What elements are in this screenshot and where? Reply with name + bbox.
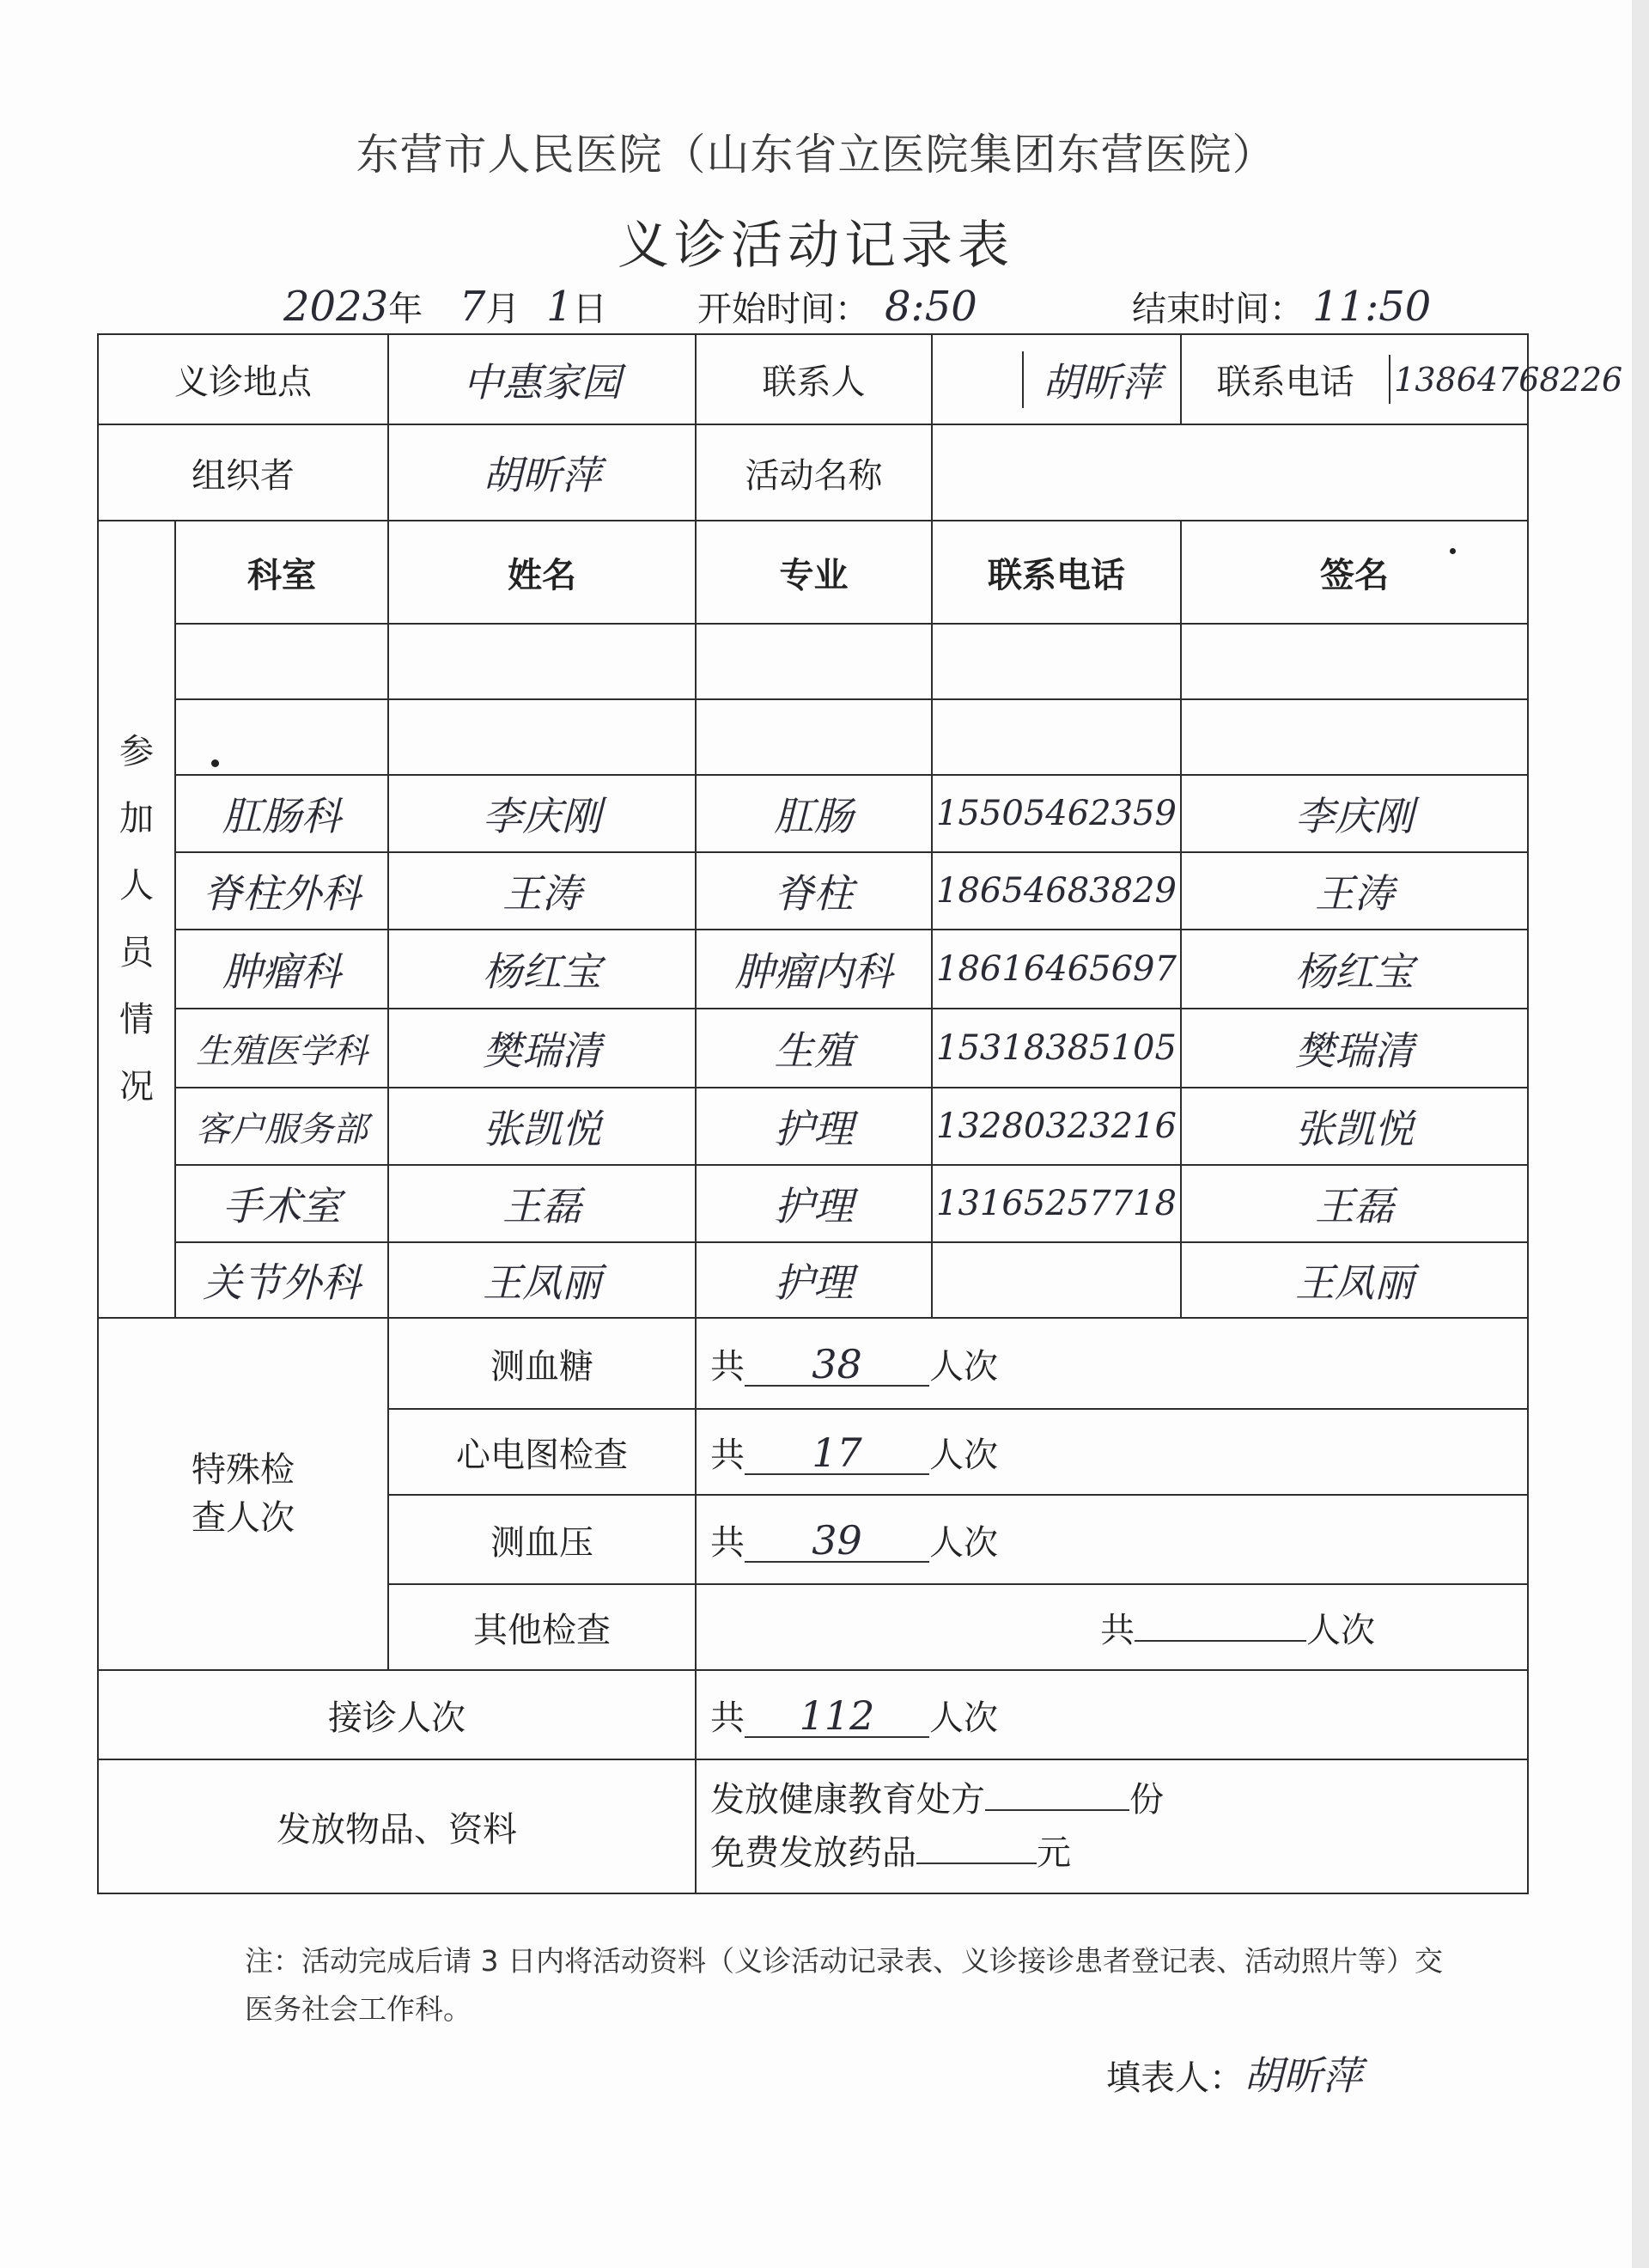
participant-specialty: 护理 (696, 1088, 932, 1165)
date-line: 2023年 7月 1日 (283, 283, 607, 331)
participants-side-label: 参加人员情况 (98, 521, 175, 1318)
start-time (697, 282, 977, 331)
participant-specialty: 护理 (696, 1242, 932, 1318)
check-name: 其他检查 (388, 1584, 696, 1670)
participant-phone: 13280323216 (932, 1088, 1181, 1165)
participant-phone: 13165257718 (932, 1165, 1181, 1242)
location-row (98, 334, 1528, 424)
location-label: 义诊地点 (98, 334, 388, 424)
participant-signature: 杨红宝 (1181, 930, 1528, 1009)
participant-name: 王磊 (388, 1165, 696, 1242)
participant-phone: 18654683829 (932, 852, 1181, 930)
special-checks-label: 特殊检 查人次 (98, 1318, 388, 1670)
participant-department: 客户服务部 (175, 1088, 388, 1165)
organizer-value: 胡昕萍 (388, 424, 696, 521)
participant-specialty: 生殖 (696, 1009, 932, 1088)
filled-by-label: 填表人： (1106, 2058, 1244, 2098)
participant-specialty: 肿瘤内科 (696, 930, 932, 1009)
participant-phone: 18616465697 (932, 930, 1181, 1009)
participant-row (98, 624, 1528, 699)
organizer-label: 组织者 (98, 424, 388, 521)
participant-row (98, 1165, 1528, 1242)
participant-name: 杨红宝 (388, 930, 696, 1009)
participant-department: 关节外科 (175, 1242, 388, 1318)
participant-signature: 樊瑞清 (1181, 1009, 1528, 1088)
participant-department: 脊柱外科 (175, 852, 388, 930)
footnote: 注：活动完成后请 3 日内将活动资料（义诊活动记录表、义诊接诊患者登记表、活动照片等）交医务社会工作科。 (245, 1944, 1443, 2026)
col-name: 姓名 (388, 521, 696, 624)
end-time-value: 11:50 (1312, 283, 1432, 331)
participant-row (98, 1009, 1528, 1088)
participant-department: 手术室 (175, 1165, 388, 1242)
visits-count: 共 112 人次 (696, 1670, 1528, 1759)
check-count: 共 人次 (696, 1584, 1528, 1670)
participant-signature: 王凤丽 (1181, 1242, 1528, 1318)
location-value: 中惠家园 (388, 334, 696, 424)
hospital-name: 东营市人民医院（山东省立医院集团东营医院） (356, 130, 1276, 180)
filled-by-value: 胡昕萍 (1244, 2052, 1362, 2099)
check-row-blood-sugar (98, 1318, 1528, 1409)
participant-specialty: 肛肠 (696, 775, 932, 852)
participant-department: 生殖医学科 (175, 1009, 388, 1088)
participants-header-row (98, 521, 1528, 624)
start-time-value: 8:50 (885, 283, 977, 331)
participant-department: 肛肠科 (175, 775, 388, 852)
participant-signature: 王磊 (1181, 1165, 1528, 1242)
col-department: 科室 (175, 521, 388, 624)
check-name: 测血压 (388, 1495, 696, 1584)
participant-name: 王凤丽 (388, 1242, 696, 1318)
check-name: 测血糖 (388, 1318, 696, 1409)
contact-person-label: 联系人 (696, 334, 932, 424)
contact-phone-value: 13864768226 (1394, 360, 1623, 399)
participant-signature: 张凯悦 (1181, 1088, 1528, 1165)
participant-signature: 王涛 (1181, 852, 1528, 930)
filled-by (1106, 2045, 1362, 2101)
participant-row (98, 775, 1528, 852)
record-table (97, 333, 1623, 1894)
participant-name: 李庆刚 (388, 775, 696, 852)
activity-name-value (932, 424, 1528, 521)
ink-mark (1450, 548, 1456, 554)
col-specialty: 专业 (696, 521, 932, 624)
participant-row (98, 1088, 1528, 1165)
organizer-row (98, 424, 1528, 521)
date-day: 1 (546, 283, 573, 331)
visits-row (98, 1670, 1528, 1759)
date-year: 2023 (283, 283, 389, 331)
visits-label: 接诊人次 (98, 1670, 696, 1759)
participant-signature: 李庆刚 (1181, 775, 1528, 852)
participant-phone (932, 1242, 1181, 1318)
date-month: 7 (459, 283, 486, 331)
participant-row (98, 852, 1528, 930)
start-time-label: 开始时间： (697, 290, 869, 329)
end-time (1132, 282, 1431, 331)
check-count: 共 39 人次 (696, 1495, 1528, 1584)
participant-row (98, 1242, 1528, 1318)
col-signature: 签名 (1181, 521, 1528, 624)
participant-name: 王涛 (388, 852, 696, 930)
contact-person-value: 胡昕萍 (932, 334, 1181, 424)
participant-name: 樊瑞清 (388, 1009, 696, 1088)
participant-row (98, 699, 1528, 775)
ink-mark (211, 759, 219, 767)
contact-phone-cell (1181, 334, 1623, 424)
contact-phone-label: 联系电话 (1216, 363, 1354, 402)
materials-details: 发放健康教育处方 份 免费发放药品 元 (696, 1759, 1528, 1893)
participant-name: 张凯悦 (388, 1088, 696, 1165)
materials-label: 发放物品、资料 (98, 1759, 696, 1893)
participant-specialty: 护理 (696, 1165, 932, 1242)
materials-row (98, 1759, 1528, 1893)
col-phone: 联系电话 (932, 521, 1181, 624)
participant-specialty: 脊柱 (696, 852, 932, 930)
activity-name-label: 活动名称 (696, 424, 932, 521)
check-count: 共 38 人次 (696, 1318, 1528, 1409)
check-count: 共 17 人次 (696, 1409, 1528, 1495)
participant-row (98, 930, 1528, 1009)
end-time-label: 结束时间： (1132, 290, 1304, 329)
participant-phone: 15505462359 (932, 775, 1181, 852)
form-title: 义诊活动记录表 (618, 216, 1014, 276)
check-name: 心电图检查 (388, 1409, 696, 1495)
participant-department: 肿瘤科 (175, 930, 388, 1009)
participant-phone: 15318385105 (932, 1009, 1181, 1088)
